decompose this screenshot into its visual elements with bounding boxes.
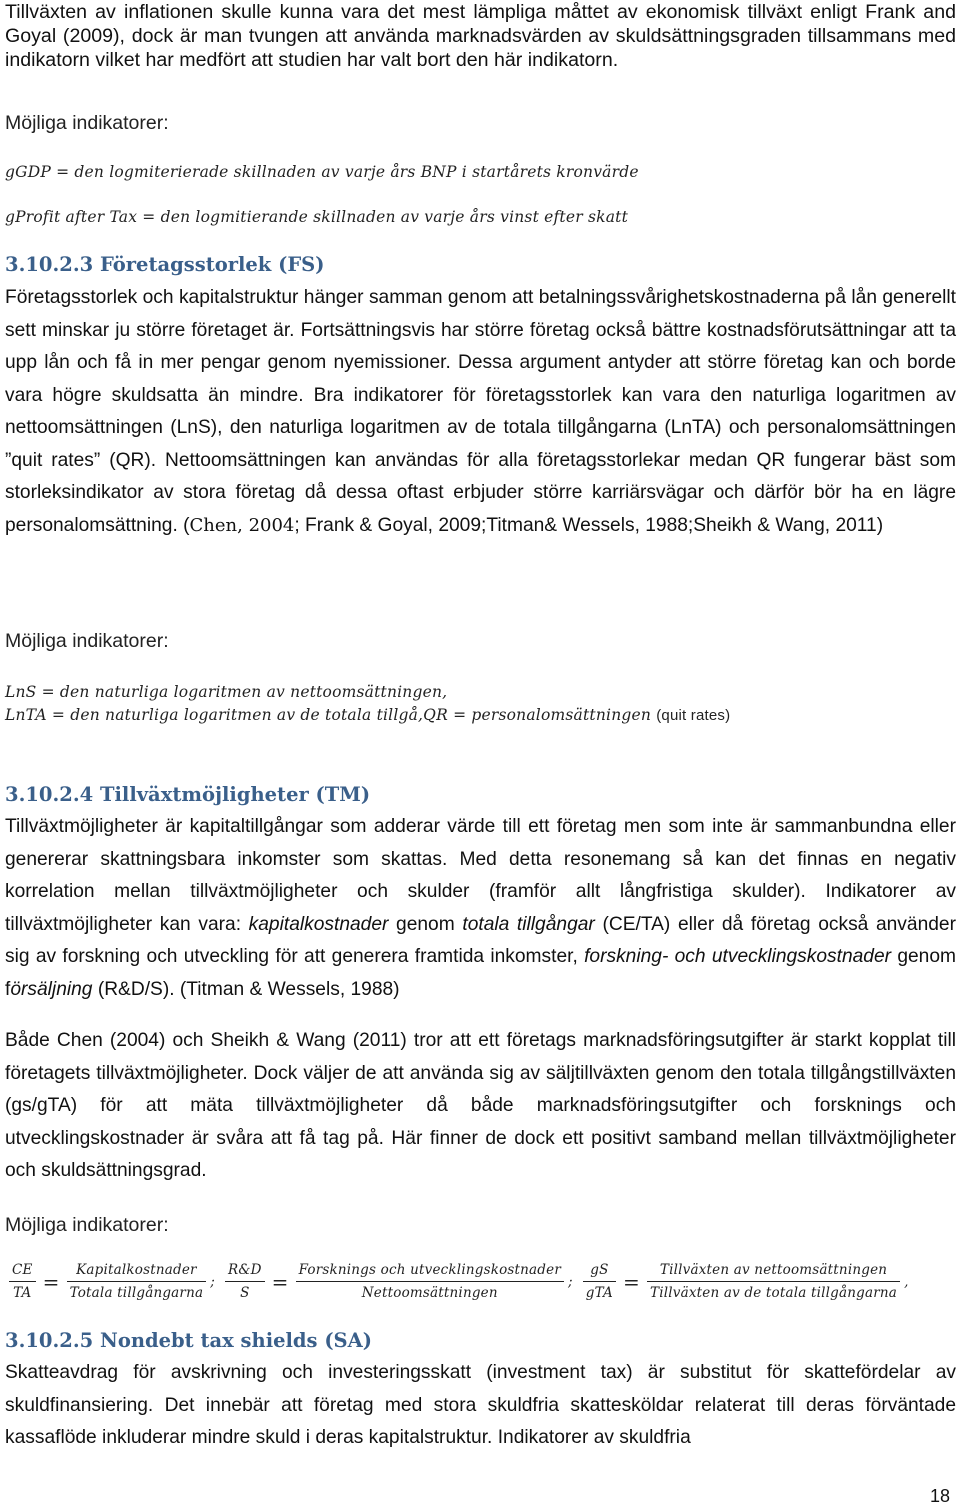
quit-rates-note: (quit rates) bbox=[656, 707, 731, 724]
frac-den: Totala tillgångarna bbox=[69, 1285, 204, 1301]
frac-den: Nettoomsättningen bbox=[361, 1285, 498, 1301]
fraction-forsknings bbox=[296, 1262, 564, 1301]
separator-end: , bbox=[904, 1273, 909, 1290]
fraction-kapitalkostnader bbox=[67, 1262, 207, 1301]
frac-num: R&D bbox=[225, 1262, 265, 1282]
tm-p1-em-kapitalkostnader: kapitalkostnader bbox=[248, 913, 389, 935]
fs-paragraph bbox=[5, 282, 956, 542]
tm-p1-text-a: Tillväxtmöjligheter är kapitaltillgångar som adderar värde till ett företag men som inte är sammanbundna eller genererar skattningsbara inkomster som skattas. Med detta resonemang så kan det finnas en negativ korrelation mellan tillväxtmöjligheter och skulder (framför allt långfristiga skulder). Indikatorer av tillväxtmöjligheter kan vara: bbox=[5, 816, 956, 935]
frac-num: Kapitalkostnader bbox=[67, 1262, 207, 1282]
fraction-ce-ta bbox=[9, 1262, 36, 1301]
tm-p1-em-totala: totala tillgångar bbox=[462, 913, 595, 935]
intro-paragraph: Tillväxten av inflationen skulle kunna vara det mest lämpliga måttet av ekonomisk tillväxt enligt Frank and Goyal (2009), dock är man tvungen att använda marknadsvärden av skuldsättningsgraden tillsammans med indikatorn vilket har medfört att studien har valt bort den här indikatorn. bbox=[5, 1, 956, 71]
separator: ; bbox=[568, 1273, 573, 1290]
equals-sign: = bbox=[42, 1269, 60, 1294]
fs-citation-serif: Chen, 2004 bbox=[189, 514, 295, 536]
indicators-label-1: Möjliga indikatorer: bbox=[5, 112, 169, 134]
fs-paragraph-text: Företagsstorlek och kapitalstruktur hänger samman genom att betalningssvårighetskostnaderna på lån generellt sett minskar ju större företaget är. Fortsättningsvis har större företag också bättre kostnadsförutsättningar att ta upp lån och få in mer pengar genom nyemissioner. Dessa argument antyder att större företag kan och borde vara högre skuldsatta än mindre. Bra indikatorer för företagsstorlek kan vara den naturliga logaritmen av nettoomsättningen (LnS), den naturliga logaritmen av de totala tillgångarna (LnTA) och personalomsättningen ”quit rates” (QR). Nettoomsättningen kan användas för alla företagsstorlekar medan QR fungerar bäst som storleksindikator av stora företag då dessa oftast erbjuder större karriärsvägar och därför bör ha en lägre personalomsättning. ( bbox=[5, 287, 956, 536]
heading-nondebt-tax-shields: 3.10.2.5 Nondebt tax shields (SA) bbox=[5, 1329, 372, 1352]
frac-num: gS bbox=[583, 1262, 616, 1282]
profit-formula: gProfit after Tax = den logmitierande skillnaden av varje års vinst efter skatt bbox=[5, 208, 629, 226]
separator: ; bbox=[210, 1273, 215, 1290]
frac-den: S bbox=[240, 1285, 250, 1301]
equals-sign: = bbox=[271, 1269, 289, 1294]
frac-den: Tillväxten av de totala tillgångarna bbox=[649, 1285, 898, 1301]
fraction-gs-gta bbox=[583, 1262, 616, 1301]
tm-paragraph-2: Både Chen (2004) och Sheikh & Wang (2011) tror att ett företags marknadsföringsutgifter är starkt kopplat till företagets tillväxtmöjligheter. Dock väljer de att använda sig av säljtillväxten genom den totala tillgångstillväxten (gs/gTA) för att mäta tillväxtmöjligheter då både marknadsföringsutgifter och forsknings och utvecklingskostnader är svåra att få tag på. Här finner de dock ett positivt samband mellan tillväxtmöjligheter och skuldsättningsgrad. bbox=[5, 1030, 956, 1181]
lnta-qr-formula-text: LnTA = den naturliga logaritmen av de totala tillgå,QR = personalomsättningen bbox=[5, 706, 652, 724]
growth-formulas bbox=[5, 1262, 915, 1301]
lns-formula: LnS = den naturliga logaritmen av nettoomsättningen, bbox=[5, 683, 448, 701]
frac-den: TA bbox=[13, 1285, 32, 1301]
tm-p1-em-forsaljning: örsäljning bbox=[10, 978, 93, 1000]
tm-p1-text-e: (R&D/S). (Titman & Wessels, 1988) bbox=[92, 978, 400, 1000]
indicators-label-2: Möjliga indikatorer: bbox=[5, 630, 169, 652]
indicators-label-3: Möjliga indikatorer: bbox=[5, 1214, 169, 1236]
heading-foretagsstorlek: 3.10.2.3 Företagsstorlek (FS) bbox=[5, 253, 325, 276]
equals-sign: = bbox=[623, 1269, 640, 1294]
gdp-formula: gGDP = den logmiterierade skillnaden av varje års BNP i startårets kronvärde bbox=[5, 163, 639, 181]
frac-num: CE bbox=[9, 1262, 36, 1282]
frac-num: Tillväxten av nettoomsättningen bbox=[647, 1262, 900, 1282]
sa-paragraph: Skatteavdrag för avskrivning och investeringsskatt (investment tax) är substitut för skattefördelar av skuldfinansiering. Det innebär att företag med stora skuldfria skattesköldar relaterat till deras förväntade kassaflöde inkluderar mindre skuld i deras kapitalstruktur. Indikatorer av skuldfria bbox=[5, 1362, 956, 1448]
fs-paragraph-end: ; Frank & Goyal, 2009;Titman& Wessels, 1988;Sheikh & Wang, 2011) bbox=[294, 514, 884, 536]
tm-p1-text-d: genom f bbox=[5, 946, 957, 1000]
frac-num: Forsknings och utvecklingskostnader bbox=[296, 1262, 564, 1282]
lnta-qr-formula bbox=[5, 706, 730, 724]
fraction-rd-s bbox=[225, 1262, 265, 1301]
page-number: 18 bbox=[929, 1486, 950, 1506]
tm-p1-text-b: genom bbox=[388, 913, 463, 935]
tm-p1-em-forskning: forskning- och utvecklingskostnader bbox=[584, 946, 892, 967]
frac-den: gTA bbox=[585, 1285, 614, 1301]
fraction-tillvaxten bbox=[647, 1262, 900, 1301]
tm-paragraph-1 bbox=[5, 811, 956, 1006]
heading-tillvaxtmojligheter: 3.10.2.4 Tillväxtmöjligheter (TM) bbox=[5, 783, 371, 806]
tm-p1-text-c: (CE/TA) eller då företag också använder sig av forskning och utveckling för att generera framtida inkomster, bbox=[5, 913, 956, 967]
